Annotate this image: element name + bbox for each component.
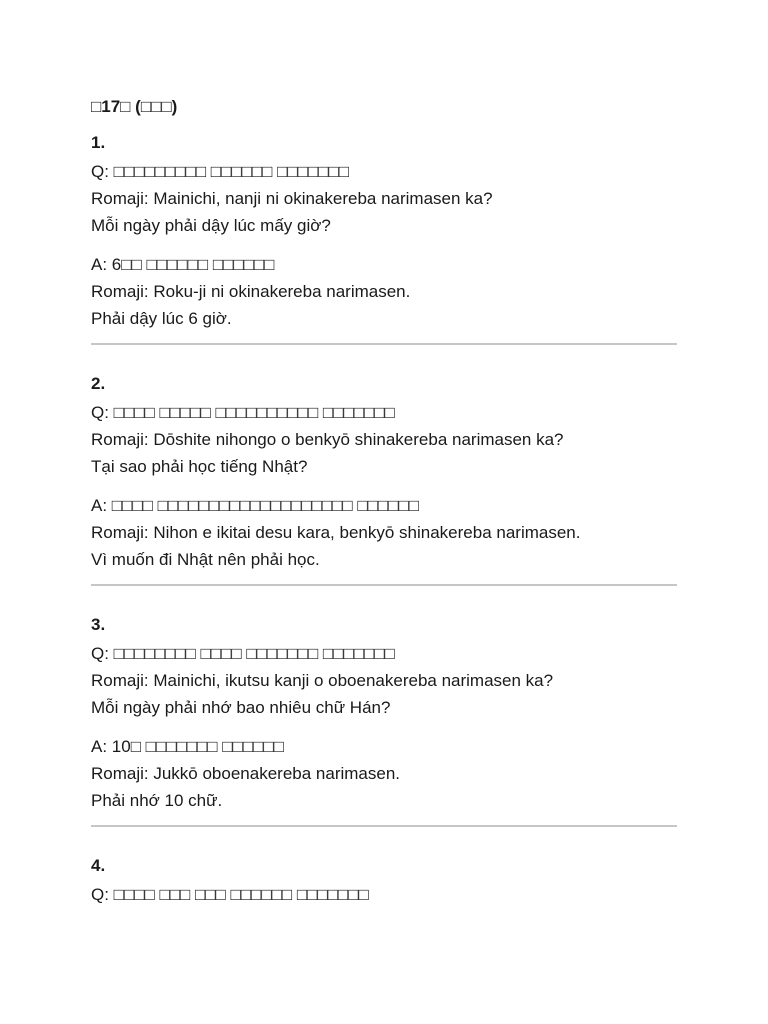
- answer-text: A: 10□ □□□□□□□ □□□□□□: [91, 737, 284, 756]
- divider: [91, 343, 677, 345]
- answer-block: [91, 251, 677, 332]
- question-translation: Mỗi ngày phải dậy lúc mấy giờ?: [91, 216, 331, 235]
- question-text: Q: □□□□ □□□□□ □□□□□□□□□□ □□□□□□□: [91, 403, 395, 422]
- answer-translation: Vì muốn đi Nhật nên phải học.: [91, 550, 320, 569]
- question-block: [91, 399, 677, 480]
- question-block: [91, 640, 677, 721]
- question-translation: Mỗi ngày phải nhớ bao nhiêu chữ Hán?: [91, 698, 391, 717]
- item-number: 1.: [91, 133, 106, 152]
- answer-translation: Phải dậy lúc 6 giờ.: [91, 309, 232, 328]
- qa-item: [91, 852, 677, 908]
- question-text: Q: □□□□□□□□ □□□□ □□□□□□□ □□□□□□□: [91, 644, 395, 663]
- question-text: Q: □□□□□□□□□ □□□□□□ □□□□□□□: [91, 162, 350, 181]
- item-number: 3.: [91, 615, 106, 634]
- answer-text: A: □□□□ □□□□□□□□□□□□□□□□□□□ □□□□□□: [91, 496, 420, 515]
- answer-block: [91, 492, 677, 573]
- answer-block: [91, 733, 677, 814]
- qa-item: [91, 370, 677, 573]
- divider: [91, 584, 677, 586]
- answer-romaji: Romaji: Roku-ji ni okinakereba narimasen.: [91, 282, 411, 301]
- question-romaji: Romaji: Dōshite nihongo o benkyō shinakereba narimasen ka?: [91, 430, 564, 449]
- question-block: [91, 158, 677, 239]
- answer-text: A: 6□□ □□□□□□ □□□□□□: [91, 255, 275, 274]
- divider: [91, 825, 677, 827]
- answer-romaji: Romaji: Nihon e ikitai desu kara, benkyō shinakereba narimasen.: [91, 523, 581, 542]
- question-romaji: Romaji: Mainichi, ikutsu kanji o oboenakereba narimasen ka?: [91, 671, 554, 690]
- document-page: [91, 93, 677, 908]
- item-number: 4.: [91, 856, 106, 875]
- question-romaji: Romaji: Mainichi, nanji ni okinakereba narimasen ka?: [91, 189, 493, 208]
- lesson-title: □17□ (□□□): [91, 97, 178, 116]
- question-block: [91, 881, 677, 908]
- question-translation: Tại sao phải học tiếng Nhật?: [91, 457, 308, 476]
- question-text: Q: □□□□ □□□ □□□ □□□□□□ □□□□□□□: [91, 885, 369, 904]
- item-number: 2.: [91, 374, 106, 393]
- answer-translation: Phải nhớ 10 chữ.: [91, 791, 223, 810]
- qa-item: [91, 129, 677, 332]
- answer-romaji: Romaji: Jukkō oboenakereba narimasen.: [91, 764, 401, 783]
- qa-item: [91, 611, 677, 814]
